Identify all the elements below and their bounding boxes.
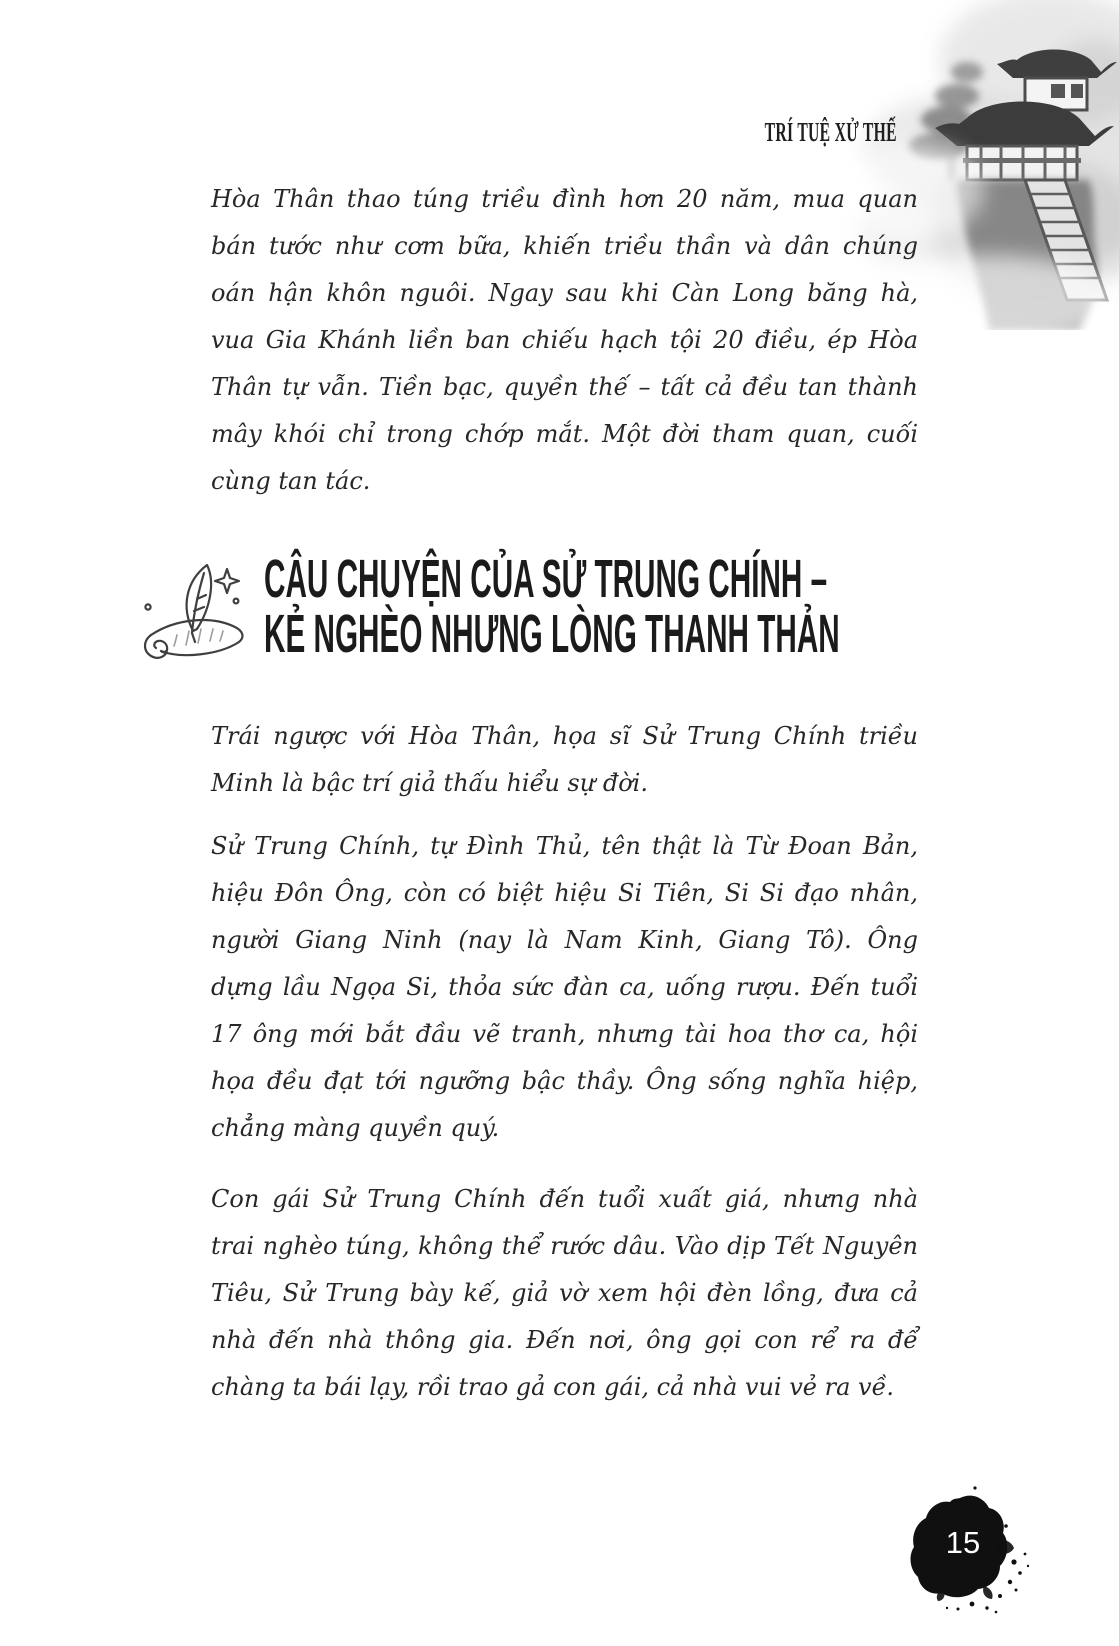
section-heading-line2: KẺ NGHÈO NHƯNG LÒNG THANH THẢN	[264, 604, 840, 664]
text-line: cùng tan tác.	[211, 467, 371, 495]
text-line: trai nghèo túng, không thể rước dâu. Vào dịp Tết Nguyên	[211, 1232, 918, 1260]
text-line: Minh là bậc trí giả thấu hiểu sự đời.	[211, 769, 648, 797]
text-line: chẳng màng quyền quý.	[211, 1114, 500, 1142]
text-line: dựng lầu Ngọa Si, thỏa sức đàn ca, uống rượu. Đến tuổi	[211, 973, 918, 1001]
text-line: nhà đến nhà thông gia. Đến nơi, ông gọi con rể ra để	[211, 1326, 918, 1354]
text-line: Con gái Sử Trung Chính đến tuổi xuất giá, nhưng nhà	[211, 1185, 918, 1213]
text-line: chàng ta bái lạy, rồi trao gả con gái, cả nhà vui vẻ ra về.	[211, 1373, 894, 1401]
quill-scroll-icon	[131, 543, 255, 669]
text-line: Sử Trung Chính, tự Đình Thủ, tên thật là Từ Đoan Bản,	[211, 832, 918, 860]
text-line: Trái ngược với Hòa Thân, họa sĩ Sử Trung Chính triều	[211, 722, 918, 750]
intro-paragraph	[211, 176, 918, 505]
text-line: oán hận khôn nguôi. Ngay sau khi Càn Long băng hà,	[211, 279, 918, 307]
text-line: Thân tự vẫn. Tiền bạc, quyền thế – tất cả đều tan thành	[211, 373, 918, 401]
text-line: Tiêu, Sử Trung bày kế, giả vờ xem hội đèn lồng, đưa cả	[211, 1279, 918, 1307]
text-line: người Giang Ninh (nay là Nam Kinh, Giang Tô). Ông	[211, 926, 918, 954]
section-heading-line1: CÂU CHUYỆN CỦA SỬ TRUNG CHÍNH –	[264, 549, 828, 609]
body-paragraph	[211, 823, 918, 1152]
page-number-splat	[888, 1478, 1038, 1628]
body-paragraph	[211, 713, 918, 807]
text-line: Hòa Thân thao túng triều đình hơn 20 năm, mua quan	[211, 185, 918, 213]
text-line: vua Gia Khánh liền ban chiếu hạch tội 20 điều, ép Hòa	[211, 326, 918, 354]
page-number: 15	[945, 1525, 981, 1560]
section-heading	[264, 549, 840, 664]
text-line: 17 ông mới bắt đầu vẽ tranh, nhưng tài hoa thơ ca, hội	[211, 1020, 918, 1048]
text-line: hiệu Đôn Ông, còn có biệt hiệu Si Tiên, Si Si đạo nhân,	[211, 879, 918, 907]
text-line: họa đều đạt tới ngưỡng bậc thầy. Ông sống nghĩa hiệp,	[211, 1067, 918, 1095]
text-line: mây khói chỉ trong chớp mắt. Một đời tham quan, cuối	[211, 420, 918, 448]
text-line: bán tước như cơm bữa, khiến triều thần và dân chúng	[211, 232, 918, 260]
body-paragraph	[211, 1176, 918, 1411]
running-title: TRÍ TUỆ XỬ THẾ	[764, 117, 897, 147]
